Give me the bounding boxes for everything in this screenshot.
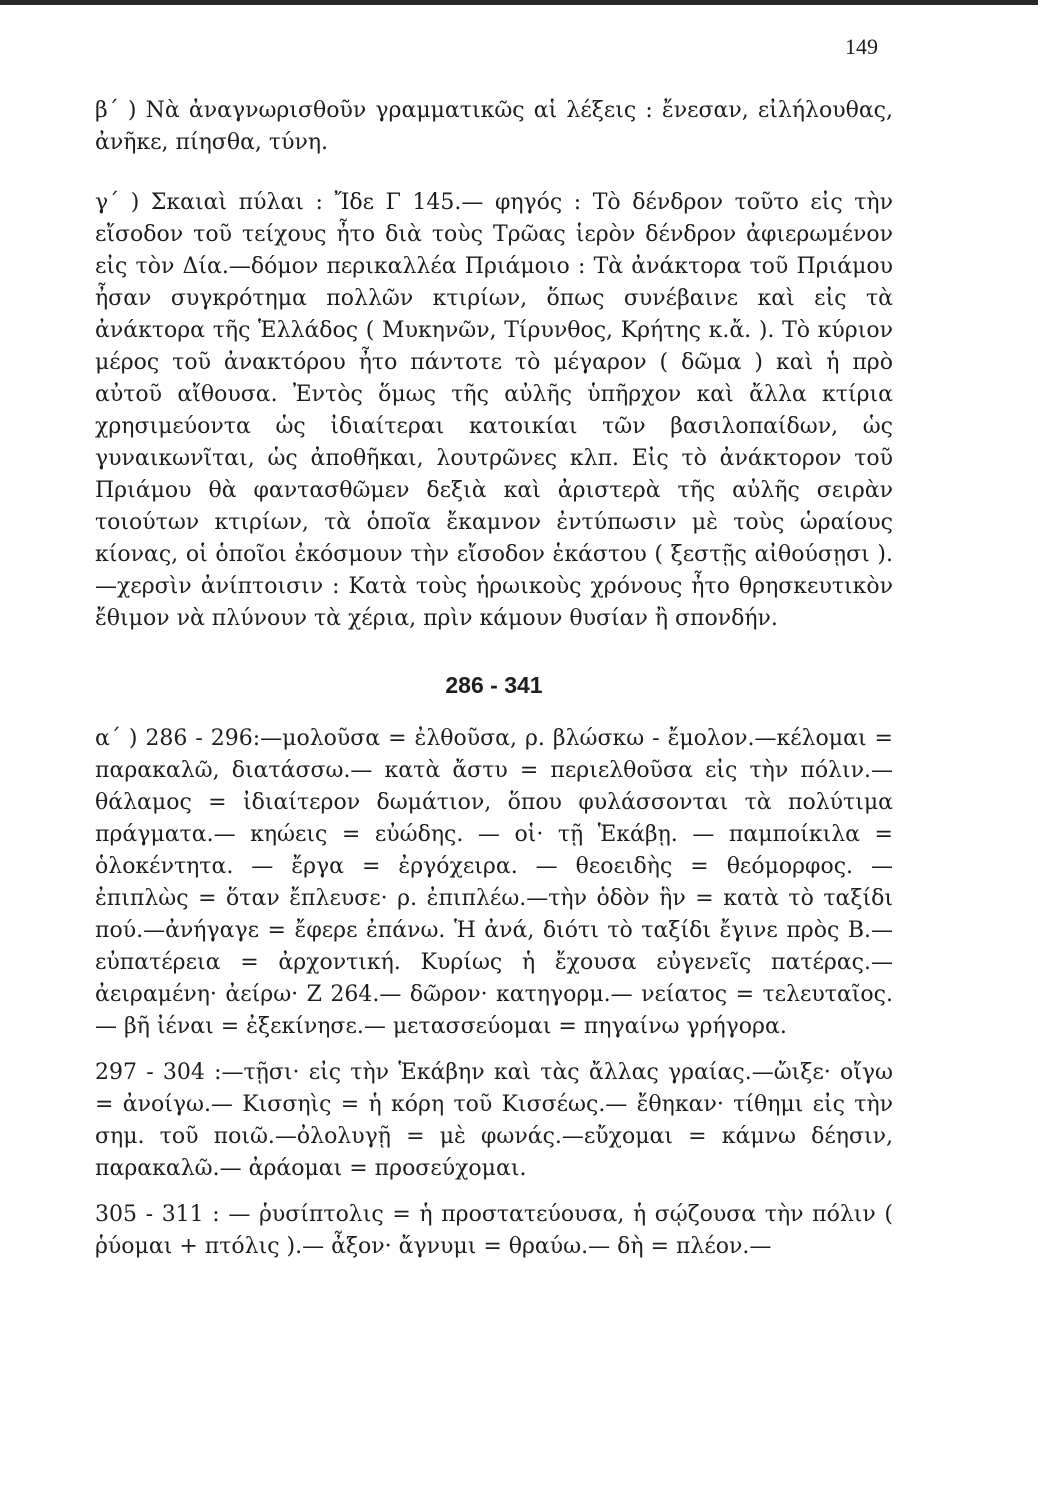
- paragraph-297-304: 297 - 304 :—τῇσι· εἰς τὴν Ἑκάβην καὶ τὰς ἄλλας γραίας.—ὤιξε· οἴγω = ἀνοίγω.— Κισσηὶς = ἡ κόρη τοῦ Κισσέως.— ἔθηκαν· τίθημι εἰς τὴν σημ. τοῦ ποιῶ.—ὀλολυγῇ = μὲ φωνάς.—εὔχομαι = κάμνω δέησιν, παρακαλῶ.— ἀράομαι = προσεύχομαι.: [95, 1060, 893, 1181]
- paragraph-305-311: 305 - 311 : — ῥυσίπτολις = ἡ προστατεύουσα, ἡ σῴζουσα τὴν πόλιν ( ῥύομαι + πτόλις ).— ἆξον· ἄγνυμι = θραύω.— δὴ = πλέον.—: [95, 1202, 893, 1259]
- scan-top-edge: [0, 0, 1038, 5]
- paragraph-alpha: α΄ ) 286 - 296:—μολοῦσα = ἐλθοῦσα, ρ. βλώσκω - ἔμολον.—κέλομαι = παρακαλῶ, διατάσσω.— κατὰ ἄστυ = περιελθοῦσα εἰς τὴν πόλιν.—θάλαμος = ἰδιαίτερον δωμάτιον, ὅπου φυλάσσονται τὰ πολύτιμα πράγματα.— κηώεις = εὐώδης. — οἱ· τῇ Ἑκάβῃ. — παμποίκιλα = ὁλοκέντητα. — ἔργα = ἐργόχειρα. — θεοειδὴς = θεόμορφος. — ἐπιπλὼς = ὅταν ἔπλευσε· ρ. ἐπιπλέω.—τὴν ὁδὸν ἣν = κατὰ τὸ ταξίδι πού.—ἀνήγαγε = ἔφερε ἐπάνω. Ἡ ἀνά, διότι τὸ ταξίδι ἔγινε πρὸς Β.—εὐπατέρεια = ἀρχοντική. Κυρίως ἡ ἔχουσα εὐγενεῖς πατέρας.— ἀειραμένη· ἀείρω· Ζ 264.— δῶρον· κατηγορμ.— νείατος = τελευταῖος.— βῆ ἰέναι = ἐξεκίνησε.— μετασσεύομαι = πηγαίνω γρήγορα.: [95, 726, 893, 1039]
- text-block: [95, 95, 893, 1263]
- paragraph-beta: β΄ ) Νὰ ἀναγνωρισθοῦν γραμματικῶς αἱ λέξεις : ἔνεσαν, εἰλήλουθας, ἀνῆκε, πίησθα, τύνη.: [95, 98, 893, 155]
- page-number: 149: [845, 34, 878, 59]
- section-heading: 286 - 341: [445, 672, 543, 698]
- paragraph-gamma: γ΄ ) Σκαιαὶ πύλαι : Ἴδε Γ 145.— φηγός : Τὸ δένδρον τοῦτο εἰς τὴν εἴσοδον τοῦ τείχους ἦτο διὰ τοὺς Τρῶας ἱερὸν δένδρον ἀφιερωμένον εἰς τὸν Δία.—δόμον περικαλλέα Πριάμοιο : Τὰ ἀνάκτορα τοῦ Πριάμου ἦσαν συγκρότημα πολλῶν κτιρίων, ὅπως συνέβαινε καὶ εἰς τὰ ἀνάκτορα τῆς Ἑλλάδος ( Μυκηνῶν, Τίρυνθος, Κρήτης κ.ἄ. ). Τὸ κύριον μέρος τοῦ ἀνακτόρου ἦτο πάντοτε τὸ μέγαρον ( δῶμα ) καὶ ἡ πρὸ αὐτοῦ αἴθουσα. Ἐντὸς ὅμως τῆς αὐλῆς ὑπῆρχον καὶ ἄλλα κτίρια χρησιμεύοντα ὡς ἰδιαίτεραι κατοικίαι τῶν βασιλοπαίδων, ὡς γυναικωνῖται, ὡς ἀποθῆκαι, λουτρῶνες κλπ. Εἰς τὸ ἀνάκτορον τοῦ Πριάμου θὰ φαντασθῶμεν δεξιὰ καὶ ἀριστερὰ τῆς αὐλῆς σειρὰν τοιούτων κτιρίων, τὰ ὁποῖα ἔκαμνον ἐντύπωσιν μὲ τοὺς ὡραίους κίονας, οἱ ὁποῖοι ἐκόσμουν τὴν εἴσοδον ἑκάστου ( ξεστῇς αἰθούσῃσι ).—χερσὶν ἀνίπτοισιν : Κατὰ τοὺς ἡρωικοὺς χρόνους ἦτο θρησκευτικὸν ἔθιμον νὰ πλύνουν τὰ χέρια, πρὶν κάμουν θυσίαν ἢ σπονδήν.: [95, 190, 893, 631]
